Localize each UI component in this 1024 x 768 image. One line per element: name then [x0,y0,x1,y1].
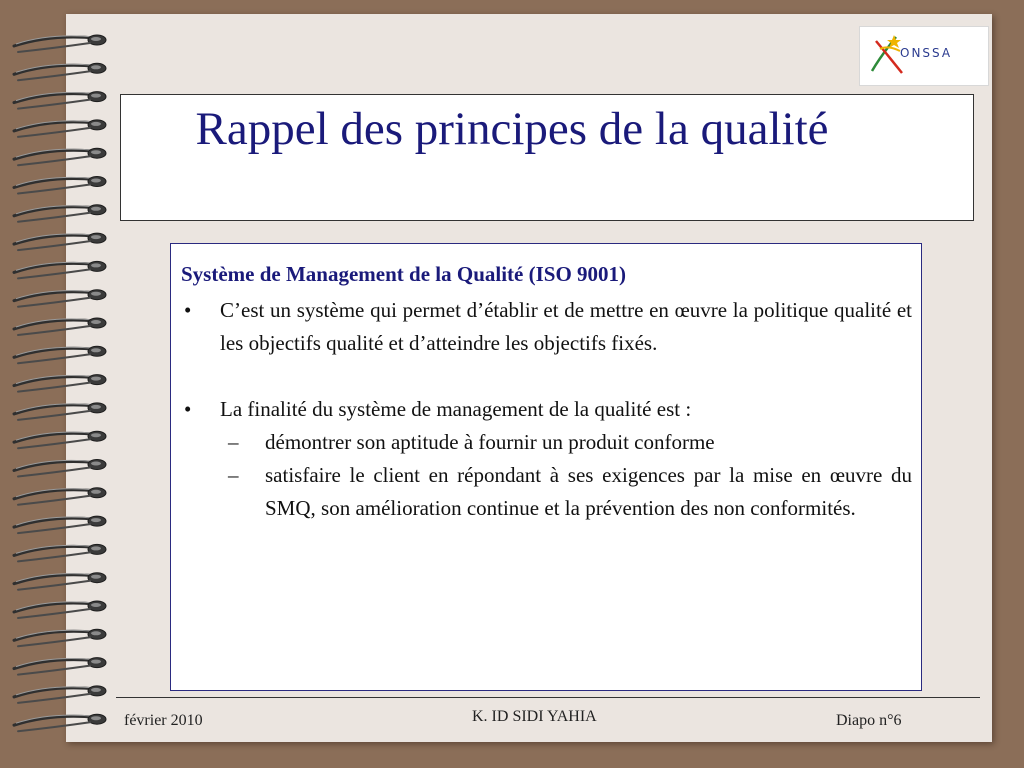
slide-title: Rappel des principes de la qualité [195,103,829,155]
sub-mark: – [228,430,239,454]
footer-author: K. ID SIDI YAHIA [472,708,597,725]
bullet-text: La finalité du système de management de la qualité est : [220,397,692,421]
sub-item-text: démontrer son aptitude à fournir un produit conforme [265,430,715,454]
logo-text: ONSSA [900,46,953,60]
spiral-ring [14,686,106,703]
bullet-item [181,294,912,360]
spiral-ring [14,714,106,731]
spiral-ring [14,233,106,250]
spiral-ring [14,629,106,646]
spiral-ring [14,318,106,335]
sub-item-text: satisfaire le client en répondant à ses exigences par la mise en œuvre du SMQ, son amélioration continue et la prévention des non conformités. [265,463,912,520]
spiral-ring [14,261,106,278]
spiral-ring [14,488,106,505]
footer-date: février 2010 [124,712,203,729]
bullet-mark: • [184,397,192,421]
spiral-ring [14,573,106,590]
content-box [170,243,922,691]
spiral-ring [14,431,106,448]
spacer [181,360,912,393]
bullet-mark: • [184,298,192,322]
spiral-ring [14,177,106,194]
spiral-ring [14,516,106,533]
spiral-ring [14,63,106,80]
sub-mark: – [228,463,239,487]
spiral-ring [14,601,106,618]
spiral-ring [14,346,106,363]
footer-divider [116,697,980,698]
spiral-ring [14,658,106,675]
onssa-logo [859,26,989,86]
spiral-ring [14,403,106,420]
bullet-item [181,393,912,426]
sub-item [181,426,912,459]
spiral-ring [14,460,106,477]
sub-item [181,459,912,525]
spiral-ring [14,205,106,222]
content-body [181,258,912,525]
spiral-ring [14,35,106,52]
content-heading: Système de Management de la Qualité (ISO 9001) [181,262,627,286]
spiral-ring [14,290,106,307]
spiral-ring [14,375,106,392]
footer-page-number: Diapo n°6 [836,712,902,729]
spiral-ring [14,544,106,561]
bullet-text: C’est un système qui permet d’établir et de mettre en œuvre la politique qualité et les objectifs qualité et d’atteindre les objectifs fixés. [220,298,912,355]
